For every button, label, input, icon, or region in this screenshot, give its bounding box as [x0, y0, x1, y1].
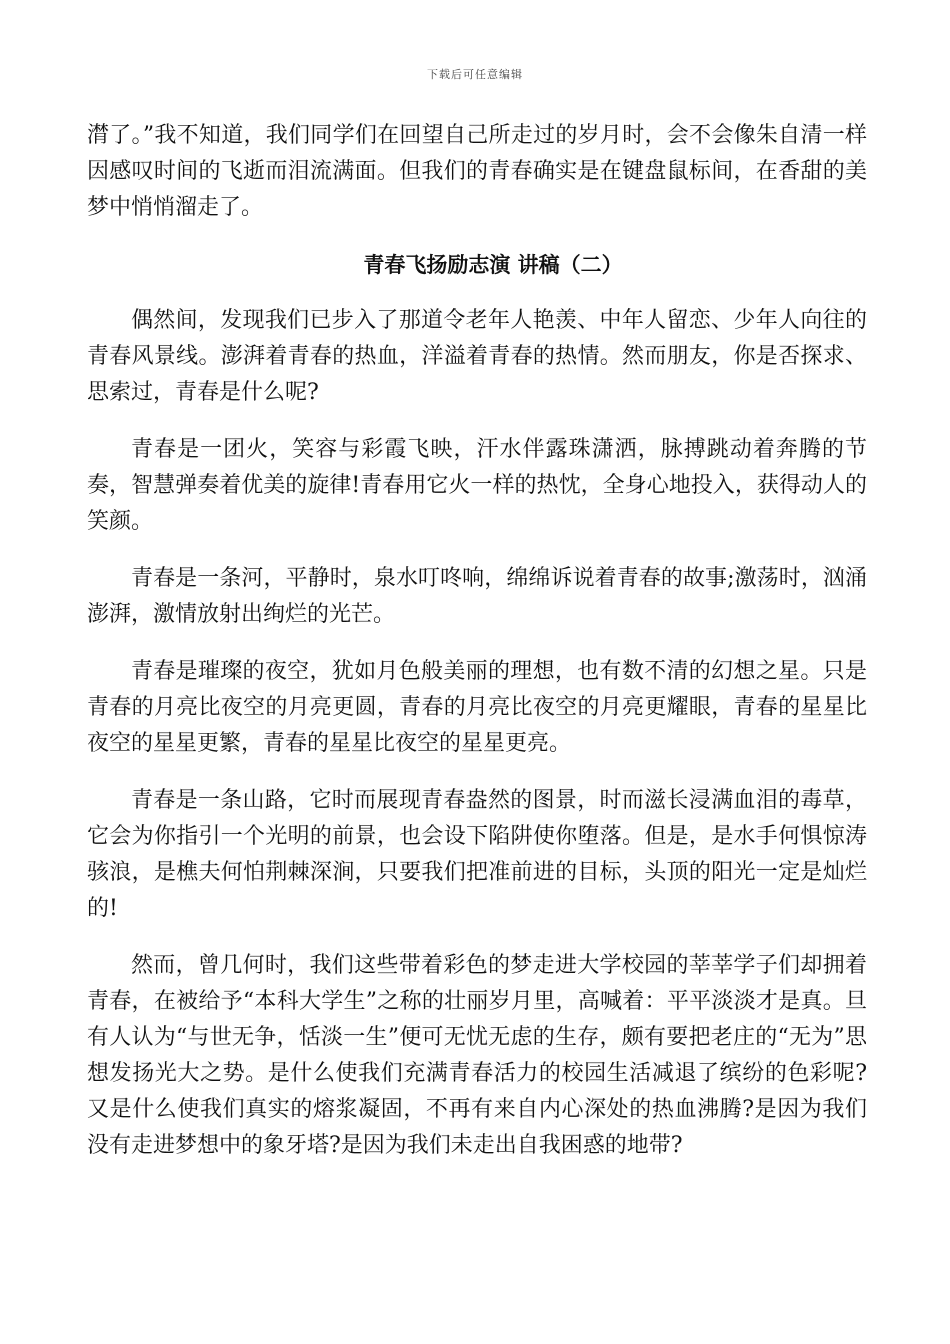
page-header: 下载后可任意编辑 [427, 68, 523, 81]
paragraph: 青春是一条山路，它时而展现青春盎然的图景，时而滋长浸满血泪的毒草，它会为你指引一个光明的前景，也会设下陷阱使你堕落。但是，是水手何惧惊涛骇浪，是樵夫何怕荆棘深涧，只要我们把准前进的目标，头顶的阳光一定是灿烂的! [87, 788, 867, 921]
paragraph: 青春是璀璨的夜空，犹如月色般美丽的理想，也有数不清的幻想之星。只是青春的月亮比夜空的月亮更圆，青春的月亮比夜空的月亮更耀眼，青春的星星比夜空的星星更繁，青春的星星比夜空的星星更亮。 [87, 659, 867, 756]
paragraph: 然而，曾几何时，我们这些带着彩色的梦走进大学校园的莘莘学子们却拥着青春，在被给予“本科大学生”之称的壮丽岁月里，高喊着：平平淡淡才是真。旦有人认为“与世无争，恬淡一生”便可无忧无虑的生存，颇有要把老庄的“无为”思想发扬光大之势。是什么使我们充满青春活力的校园生活减退了缤纷的色彩呢? 又是什么使我们真实的熔浆凝固，不再有来自内心深处的热血沸腾?是因为我们没有走进梦想中的象牙塔?是因为我们未走出自我困惑的地带? [87, 953, 867, 1158]
paragraph: 青春是一团火，笑容与彩霞飞映，汗水伴露珠潇洒，脉搏跳动着奔腾的节奏，智慧弹奏着优美的旋律!青春用它火一样的热忱，全身心地投入，获得动人的笑颜。 [87, 437, 867, 534]
paragraph: 青春是一条河，平静时，泉水叮咚响，绵绵诉说着青春的故事;激荡时，汹涌澎湃，激情放射出绚烂的光芒。 [87, 566, 867, 627]
paragraph: 偶然间，发现我们已步入了那道令老年人艳羡、中年人留恋、少年人向往的青春风景线。澎湃着青春的热血，洋溢着青春的热情。然而朋友，你是否探求、思索过，青春是什么呢? [87, 308, 867, 405]
document-body [87, 118, 867, 1185]
intro-paragraph: 潸了。”我不知道，我们同学们在回望自己所走过的岁月时，会不会像朱自清一样因感叹时间的飞逝而泪流满面。但我们的青春确实是在键盘鼠标间，在香甜的美梦中悄悄溜走了。 [87, 123, 867, 220]
section-title: 青春飞扬励志演 讲稿（二） [363, 253, 623, 277]
